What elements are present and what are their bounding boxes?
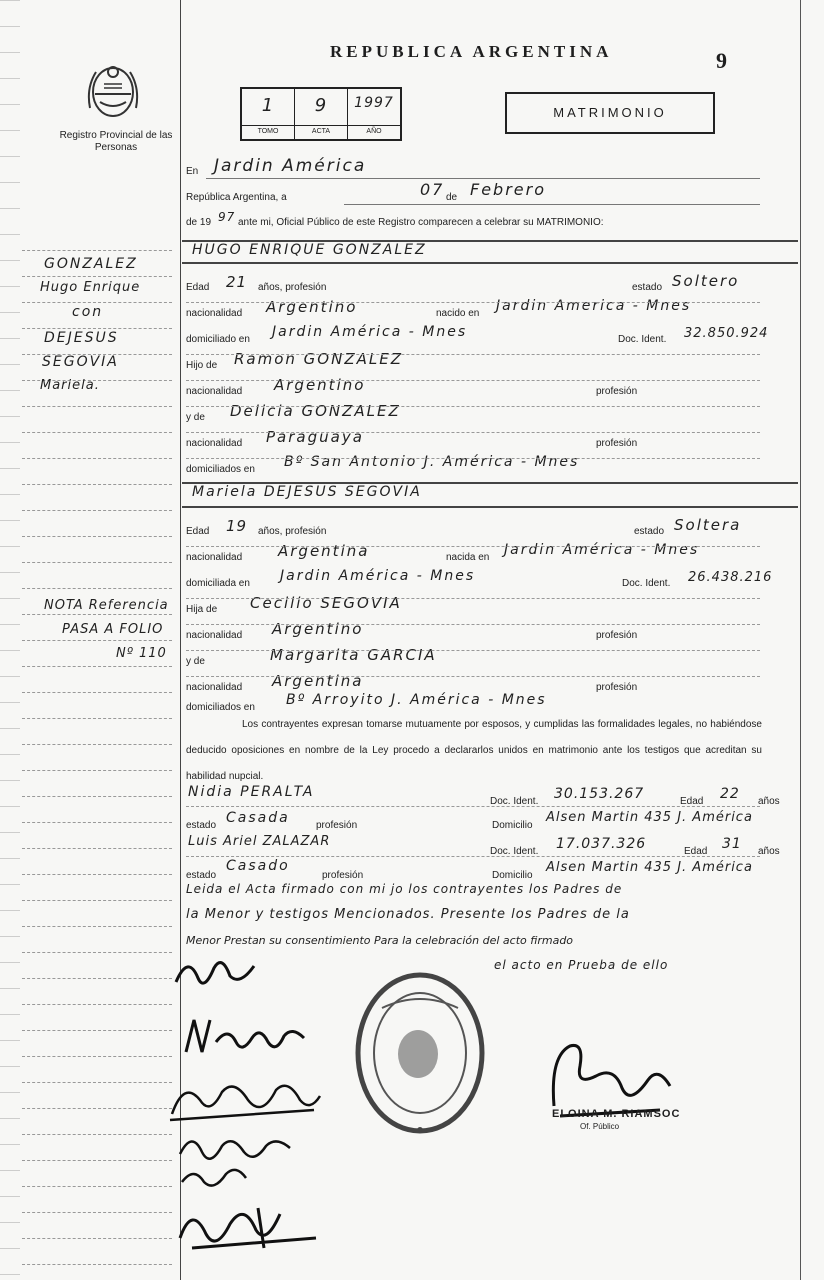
bride-father-nacionalidad: Argentino xyxy=(272,620,364,638)
bride-doc: 26.438.216 xyxy=(688,570,773,585)
w2-edad-label: Edad xyxy=(684,846,708,857)
registry-name: Registro Provincial de las Personas xyxy=(59,130,173,153)
label-bride-mother-prof: profesión xyxy=(596,682,638,693)
intro-sentence: ante mi, Oficial Público de este Registro comparecen a celebrar su MATRIMONIO: xyxy=(238,217,604,228)
official-seal-icon xyxy=(352,968,488,1138)
bride-edad: 19 xyxy=(226,517,248,535)
tomo-value: 1 xyxy=(261,95,275,116)
witness-2-domicilio: Alsen Martin 435 J. América xyxy=(546,860,753,875)
bride-mother-nacionalidad: Argentina xyxy=(272,672,364,690)
signature-2 xyxy=(180,1012,310,1062)
signature-4 xyxy=(170,1124,300,1194)
witness-2-name: Luis Ariel ZALAZAR xyxy=(188,834,331,849)
day-value: 07 xyxy=(420,180,445,199)
w1-edad-label: Edad xyxy=(680,796,704,807)
label-bride-nac: nacionalidad xyxy=(186,552,243,563)
closing-line-4: el acto en Prueba de ello xyxy=(494,958,669,972)
bride-nacionalidad: Argentina xyxy=(278,542,370,560)
w1-profesion-label: profesión xyxy=(316,820,358,831)
signature-3 xyxy=(164,1070,324,1126)
label-bride-father-prof: profesión xyxy=(596,630,638,641)
groom-mother-nacionalidad: Paraguaya xyxy=(266,428,364,446)
anio-label: AÑO xyxy=(366,128,382,135)
witness-1-estado: Casada xyxy=(226,810,290,826)
margin-note-2: PASA A FOLIO xyxy=(62,622,164,637)
label-nacionalidad: nacionalidad xyxy=(186,308,243,319)
label-nacido-en: nacido en xyxy=(436,308,480,319)
republica-label: República Argentina, a xyxy=(186,192,287,203)
groom-nacido-en: Jardin America - Mnes xyxy=(496,298,692,314)
groom-doc: 32.850.924 xyxy=(684,326,769,341)
margin-name-2: Hugo Enrique xyxy=(40,280,141,295)
groom-father-nacionalidad: Argentino xyxy=(274,376,366,394)
label-anios-profesion: años, profesión xyxy=(258,282,327,293)
tomo-label: TOMO xyxy=(257,128,279,135)
w2-doc-label: Doc. Ident. xyxy=(490,846,539,857)
bride-father: Cecilio SEGOVIA xyxy=(250,594,402,612)
margin-name-3: con xyxy=(72,304,104,320)
groom-domicilio: Jardin América - Mnes xyxy=(272,324,468,340)
label-bride-mother-nac: nacionalidad xyxy=(186,682,243,693)
acta-value: 9 xyxy=(314,95,328,116)
declaration-text: Los contrayentes expresan tomarse mutuamente por esposos, y cumplidas las formalidades legales, no habiéndose deducido oposiciones en nombre de la Ley procedo a declararlos unidos en matrimonio ante los testigos que acreditan su habilidad nupcial. xyxy=(186,719,762,782)
signature-1 xyxy=(170,948,260,992)
place-value: Jardin América xyxy=(214,156,367,176)
year-label: de 19 xyxy=(186,217,212,228)
label-domiciliados: domiciliados en xyxy=(186,464,255,475)
margin-name-5: SEGOVIA xyxy=(42,354,119,370)
margin-note-3: Nº 110 xyxy=(116,646,167,661)
coat-of-arms-icon xyxy=(82,58,144,122)
label-nacida-en: nacida en xyxy=(446,552,490,563)
w1-anios-label: años xyxy=(758,796,780,807)
label-father-profesion: profesión xyxy=(596,386,638,397)
label-father-nac: nacionalidad xyxy=(186,386,243,397)
label-bride-estado: estado xyxy=(634,526,665,537)
closing-line-2: la Menor y testigos Mencionados. Presente los Padres de la xyxy=(186,907,630,922)
label-estado: estado xyxy=(632,282,663,293)
witness-1-doc: 30.153.267 xyxy=(554,786,645,802)
label-mother-nac: nacionalidad xyxy=(186,438,243,449)
w1-domicilio-label: Domicilio xyxy=(492,820,533,831)
witness-1-edad: 22 xyxy=(720,786,740,802)
groom-father: Ramon GONZALEZ xyxy=(234,350,403,368)
bride-mother: Margarita GARCIA xyxy=(270,646,437,664)
groom-parents-domicilio: Bº San Antonio J. América - Mnes xyxy=(284,454,580,470)
witness-2-doc: 17.037.326 xyxy=(556,836,647,852)
label-doc: Doc. Ident. xyxy=(618,334,667,345)
groom-nacionalidad: Argentino xyxy=(266,298,358,316)
bride-nacida-en: Jardin América - Mnes xyxy=(504,542,700,558)
groom-full-name: HUGO ENRIQUE GONZALEZ xyxy=(192,242,427,258)
closing-line-3: Menor Prestan su consentimiento Para la celebración del acto firmado xyxy=(186,934,574,947)
label-bride-y-de: y de xyxy=(186,656,205,667)
record-id-box xyxy=(240,87,402,141)
country-title: REPUBLICA ARGENTINA xyxy=(330,42,613,61)
margin-name-1: GONZALEZ xyxy=(44,256,138,272)
right-border xyxy=(800,0,801,1280)
label-domiciliado-en: domiciliado en xyxy=(186,334,250,345)
witness-1-name: Nidia PERALTA xyxy=(188,784,315,800)
groom-estado: Soltero xyxy=(672,272,740,290)
month-value: Febrero xyxy=(470,180,546,199)
officer-name: ELOINA M. RIAMSOC xyxy=(552,1108,681,1120)
w1-estado-label: estado xyxy=(186,820,217,831)
bride-parents-domicilio: Bº Arroyito J. América - Mnes xyxy=(286,692,547,708)
acta-label: ACTA xyxy=(311,128,331,135)
label-hija-de: Hija de xyxy=(186,604,218,615)
bride-domicilio: Jardin América - Mnes xyxy=(280,568,476,584)
groom-edad: 21 xyxy=(226,273,248,291)
officer-title: Of. Público xyxy=(580,1122,620,1131)
year-suffix: 97 xyxy=(218,210,236,224)
binding-dashes xyxy=(0,0,20,1280)
w1-doc-label: Doc. Ident. xyxy=(490,796,539,807)
w2-domicilio-label: Domicilio xyxy=(492,870,533,881)
label-bride-edad: Edad xyxy=(186,526,210,537)
label-bride-anios-profesion: años, profesión xyxy=(258,526,327,537)
closing-line-1: Leida el Acta firmado con mi jo los contrayentes los Padres de xyxy=(186,882,623,896)
witness-2-estado: Casado xyxy=(226,858,290,874)
bride-full-name: Mariela DEJESUS SEGOVIA xyxy=(192,484,422,500)
margin-name-4: DEJESUS xyxy=(44,330,119,346)
w2-anios-label: años xyxy=(758,846,780,857)
label-bride-domiciliados: domiciliados en xyxy=(186,702,255,713)
bride-estado: Soltera xyxy=(674,516,742,534)
label-mother-profesion: profesión xyxy=(596,438,638,449)
label-edad: Edad xyxy=(186,282,210,293)
witness-1-domicilio: Alsen Martin 435 J. América xyxy=(546,810,753,825)
label-bride-doc: Doc. Ident. xyxy=(622,578,671,589)
page-number: 9 xyxy=(716,48,727,73)
label-hijo-de: Hijo de xyxy=(186,360,218,371)
witness-2-edad: 31 xyxy=(722,836,742,852)
margin-note-1: NOTA Referencia xyxy=(44,598,169,613)
en-label: En xyxy=(186,166,199,177)
w2-profesion-label: profesión xyxy=(322,870,364,881)
margin-name-6: Mariela. xyxy=(40,378,100,393)
w2-estado-label: estado xyxy=(186,870,217,881)
label-domiciliada-en: domiciliada en xyxy=(186,578,250,589)
groom-mother: Delicia GONZALEZ xyxy=(230,402,401,420)
record-type-box: MATRIMONIO xyxy=(505,92,715,134)
label-y-de: y de xyxy=(186,412,205,423)
anio-value: 1997 xyxy=(354,95,394,111)
label-bride-father-nac: nacionalidad xyxy=(186,630,243,641)
de-label: de xyxy=(446,192,458,203)
signature-5 xyxy=(172,1194,322,1258)
